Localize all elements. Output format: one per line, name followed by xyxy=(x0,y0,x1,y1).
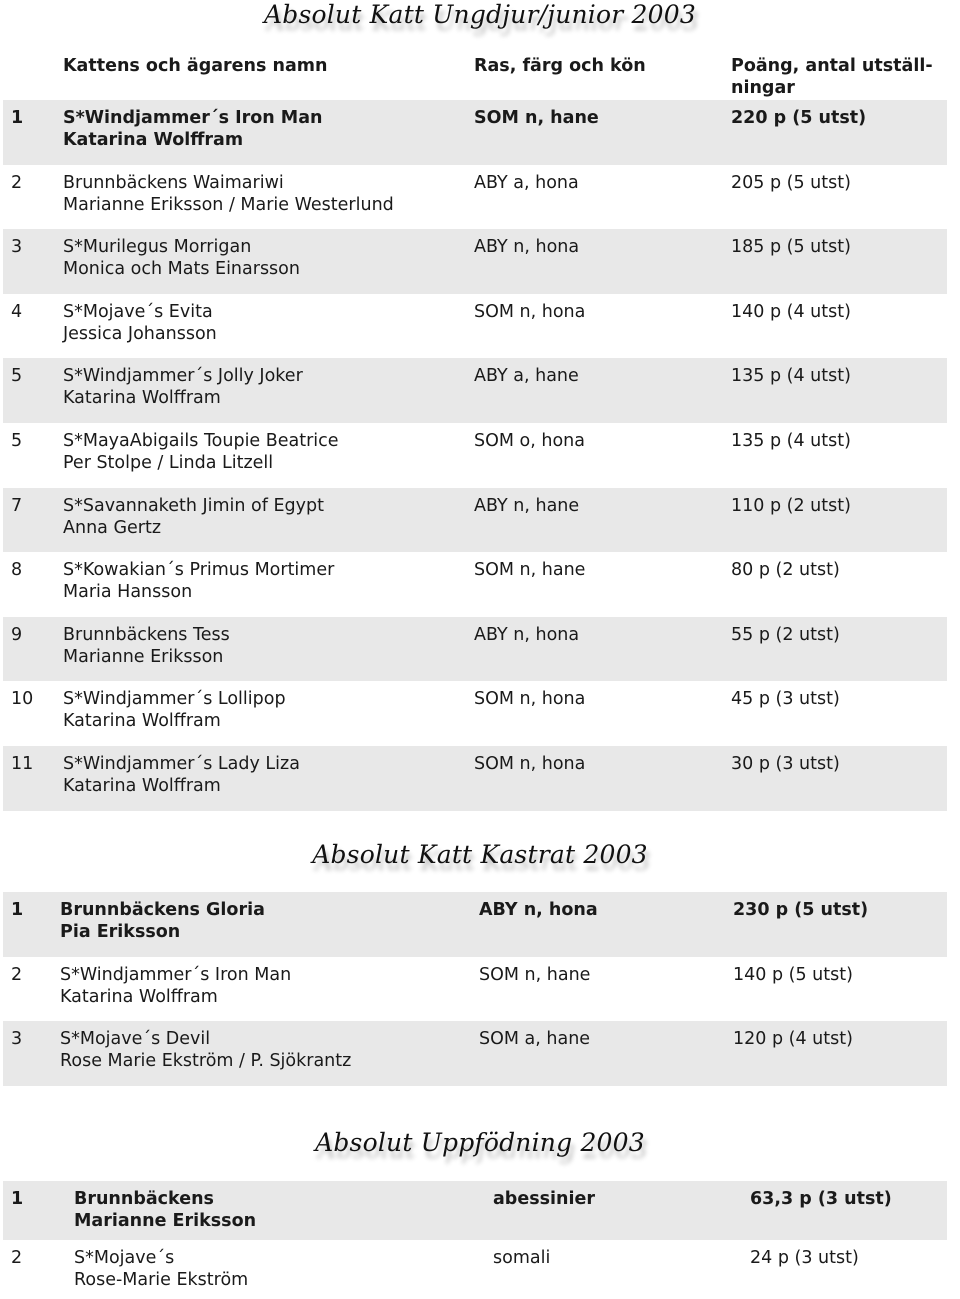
owner-name-cell: Rose Marie Ekström / P. Sjökrantz xyxy=(60,1051,352,1071)
owner-name-cell: Marianne Eriksson / Marie Westerlund xyxy=(63,194,394,215)
breed-cell: ABY n, hona xyxy=(474,237,580,258)
points-cell: 230 p (5 utst) xyxy=(733,900,869,920)
table-row xyxy=(3,892,947,957)
points-cell: 55 p (2 utst) xyxy=(731,624,840,645)
header-points-line2: ningar xyxy=(731,78,795,98)
table-row xyxy=(3,681,947,746)
cat-name-cell: Brunnbäckens xyxy=(74,1189,214,1209)
rank-cell: 4 xyxy=(11,301,23,322)
cat-name-cell: Brunnbäckens Gloria xyxy=(60,900,265,920)
table-row xyxy=(3,488,947,553)
points-cell: 205 p (5 utst) xyxy=(731,172,851,193)
owner-name-cell: Marianne Eriksson xyxy=(63,646,224,667)
points-cell: 80 p (2 utst) xyxy=(731,560,840,581)
breed-cell: SOM n, hane xyxy=(474,108,599,128)
breed-cell: SOM n, hona xyxy=(474,753,586,774)
owner-name-cell: Rose-Marie Ekström xyxy=(74,1270,249,1290)
table-row xyxy=(3,294,947,359)
rank-cell: 2 xyxy=(11,1248,23,1268)
breed-cell: ABY a, hona xyxy=(474,172,579,193)
owner-name-cell: Per Stolpe / Linda Litzell xyxy=(63,452,274,473)
points-cell: 140 p (5 utst) xyxy=(733,964,853,985)
rank-cell: 1 xyxy=(11,108,24,128)
table-row xyxy=(3,1181,947,1240)
cat-name-cell: S*MayaAbigails Toupie Beatrice xyxy=(63,430,339,451)
owner-name-cell: Katarina Wolffram xyxy=(60,986,218,1007)
breed-cell: SOM n, hona xyxy=(474,689,586,710)
breed-cell: ABY n, hona xyxy=(474,624,580,645)
breed-cell: abessinier xyxy=(493,1189,595,1209)
rank-cell: 3 xyxy=(11,1029,23,1049)
rank-cell: 9 xyxy=(11,624,23,645)
cat-name-cell: S*Murilegus Morrigan xyxy=(63,237,252,258)
points-cell: 120 p (4 utst) xyxy=(733,1029,853,1049)
rank-cell: 5 xyxy=(11,430,23,451)
cat-name-cell: S*Mojave´s Devil xyxy=(60,1029,211,1049)
cat-name-cell: Brunnbäckens Tess xyxy=(63,624,230,645)
owner-name-cell: Marianne Eriksson xyxy=(74,1211,257,1231)
cat-name-cell: S*Windjammer´s Lady Liza xyxy=(63,753,300,774)
points-cell: 24 p (3 utst) xyxy=(750,1248,859,1268)
points-cell: 30 p (3 utst) xyxy=(731,753,840,774)
breed-cell: ABY n, hona xyxy=(479,900,598,920)
points-cell: 63,3 p (3 utst) xyxy=(750,1189,892,1209)
table-row xyxy=(3,1240,947,1299)
breed-cell: SOM n, hane xyxy=(479,964,591,985)
cat-name-cell: S*Windjammer´s Jolly Joker xyxy=(63,366,303,387)
cat-name-cell: S*Mojave´s xyxy=(74,1248,175,1268)
table-row xyxy=(3,617,947,682)
rank-cell: 7 xyxy=(11,495,23,516)
table-row xyxy=(3,552,947,617)
rank-cell: 8 xyxy=(11,560,23,581)
results-table-uppfodning xyxy=(3,1181,947,1299)
header-name: Kattens och ägarens namn xyxy=(63,56,328,76)
owner-name-cell: Katarina Wolffram xyxy=(63,775,221,796)
breed-cell: somali xyxy=(493,1248,551,1268)
table-row xyxy=(3,358,947,423)
cat-name-cell: S*Windjammer´s Lollipop xyxy=(63,689,286,710)
rank-cell: 10 xyxy=(11,689,34,710)
rank-cell: 1 xyxy=(11,900,24,920)
rank-cell: 2 xyxy=(11,964,23,985)
owner-name-cell: Anna Gertz xyxy=(63,517,162,538)
owner-name-cell: Maria Hansson xyxy=(63,582,193,603)
owner-name-cell: Monica och Mats Einarsson xyxy=(63,259,300,280)
cat-name-cell: S*Windjammer´s Iron Man xyxy=(63,108,323,128)
owner-name-cell: Pia Eriksson xyxy=(60,922,181,942)
breed-cell: SOM n, hona xyxy=(474,301,586,322)
cat-name-cell: S*Savannaketh Jimin of Egypt xyxy=(63,495,324,516)
table-row xyxy=(3,1021,947,1086)
cat-name-cell: S*Kowakian´s Primus Mortimer xyxy=(63,560,335,581)
section-title-ungdjur: Absolut Katt Ungdjur/junior 2003 xyxy=(264,0,696,29)
table-row xyxy=(3,957,947,1022)
rank-cell: 11 xyxy=(11,753,34,774)
breed-cell: SOM a, hane xyxy=(479,1029,591,1049)
cat-name-cell: Brunnbäckens Waimariwi xyxy=(63,172,284,193)
points-cell: 220 p (5 utst) xyxy=(731,108,867,128)
cat-name-cell: S*Windjammer´s Iron Man xyxy=(60,964,292,985)
results-table-ungdjur xyxy=(3,100,947,811)
results-table-kastrat xyxy=(3,892,947,1086)
owner-name-cell: Katarina Wolffram xyxy=(63,711,221,732)
table-row xyxy=(3,100,947,165)
owner-name-cell: Katarina Wolffram xyxy=(63,130,244,150)
owner-name-cell: Katarina Wolffram xyxy=(63,388,221,409)
rank-cell: 1 xyxy=(11,1189,24,1209)
rank-cell: 3 xyxy=(11,237,23,258)
table-row xyxy=(3,423,947,488)
breed-cell: SOM o, hona xyxy=(474,430,585,451)
breed-cell: ABY a, hane xyxy=(474,366,579,387)
points-cell: 110 p (2 utst) xyxy=(731,495,851,516)
table-row xyxy=(3,165,947,230)
points-cell: 185 p (5 utst) xyxy=(731,237,851,258)
table-row xyxy=(3,746,947,811)
cat-name-cell: S*Mojave´s Evita xyxy=(63,301,213,322)
rank-cell: 2 xyxy=(11,172,23,193)
section-title-kastrat: Absolut Katt Kastrat 2003 xyxy=(312,840,648,869)
header-points-line1: Poäng, antal utställ- xyxy=(731,56,933,76)
points-cell: 135 p (4 utst) xyxy=(731,430,851,451)
breed-cell: ABY n, hane xyxy=(474,495,580,516)
table-row xyxy=(3,229,947,294)
points-cell: 45 p (3 utst) xyxy=(731,689,840,710)
points-cell: 140 p (4 utst) xyxy=(731,301,851,322)
owner-name-cell: Jessica Johansson xyxy=(63,323,217,344)
header-breed: Ras, färg och kön xyxy=(474,56,646,76)
rank-cell: 5 xyxy=(11,366,23,387)
section-title-uppfodning: Absolut Uppfödning 2003 xyxy=(315,1128,645,1157)
points-cell: 135 p (4 utst) xyxy=(731,366,851,387)
breed-cell: SOM n, hane xyxy=(474,560,586,581)
